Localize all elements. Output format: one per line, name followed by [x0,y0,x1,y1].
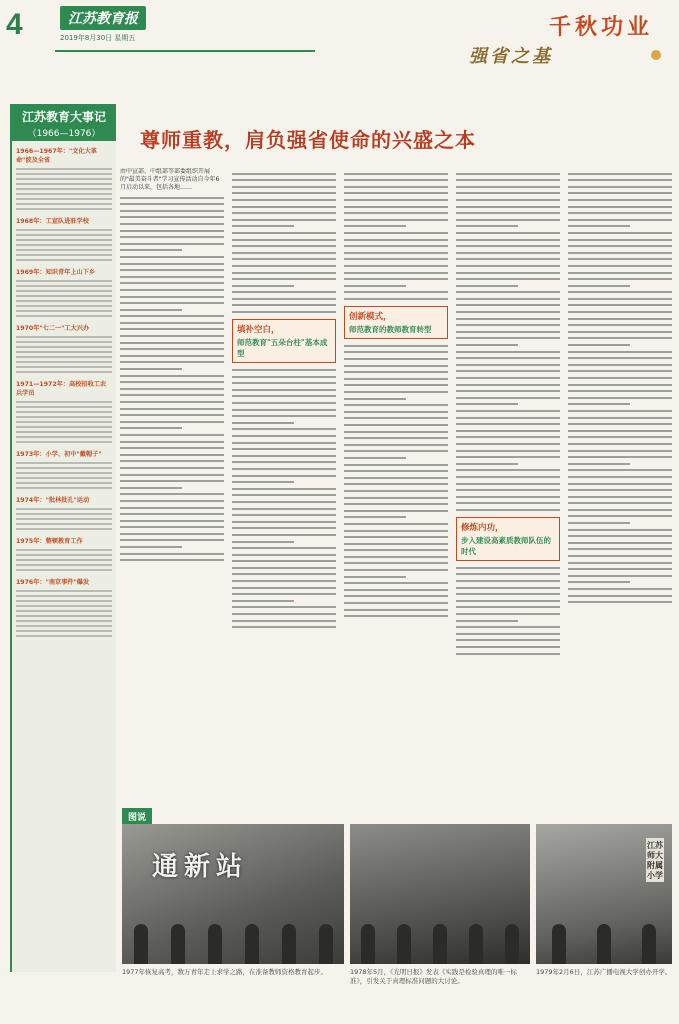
photo-section-tag: 图说 [122,808,152,825]
sidebar-entry-text [16,229,112,261]
history-sidebar [10,104,116,972]
sidebar-entry [16,537,112,571]
body-text-lines [456,567,560,655]
body-text-lines [456,173,560,511]
subhead-2-line-b: 师范教育的教师教育转型 [349,324,432,334]
sidebar-entry-heading: 1970年"七二一"工大兴办 [16,325,90,332]
page-number: 4 [6,8,23,41]
header-rule [55,50,315,52]
sidebar-entry-heading: 1969年：知识青年上山下乡 [16,269,96,276]
body-text-lines [232,173,336,313]
sidebar-entry-heading: 1975年：整顿教育工作 [16,538,83,545]
photo-group [350,824,530,964]
subhead-1 [232,319,336,363]
sidebar-entry [16,578,112,637]
sidebar-entry [16,324,112,373]
sidebar-entry [16,268,112,317]
sidebar-title-text: 江苏教育大事记 [21,110,106,124]
slogan-ornament-icon [651,50,661,60]
photo-gate-people [536,904,672,964]
sidebar-entry-heading: 1973年：小学、初中"戴帽子" [16,451,102,458]
article-column-2 [232,168,336,800]
sidebar-entry-text [16,336,112,373]
newspaper-logo: 江苏教育报 [60,6,146,30]
article-column-3 [344,168,448,800]
article-headline: 尊师重教，肩负强省使命的兴盛之本 [140,128,476,152]
masthead [60,6,310,50]
article-intro: 由中宣部、中组部等部委组织开展的"最美奋斗者"学习宣传活动自今年6月启动以来，包括各地…… [120,168,220,191]
sidebar-entry [16,147,112,210]
sidebar-title [12,104,116,141]
photo-caption-3: 1979年2月6日，江苏广播电视大学创办开学。 [536,968,672,976]
sidebar-entry-heading: 1966—1967年："文化大革命"波及全省 [16,148,97,164]
article-body [120,168,672,800]
photo-school-gate [536,824,672,964]
sidebar-entry [16,380,112,443]
sidebar-entry [16,217,112,261]
sidebar-entry [16,496,112,530]
slogan-banner [461,10,661,70]
sidebar-entry-text [16,590,112,637]
sidebar-years: （1966—1976） [27,129,101,139]
slogan-line-2: 强省之基 [469,46,553,67]
body-text-lines [232,369,336,628]
photo-strip [122,808,672,1004]
sidebar-entry-heading: 1971—1972年：高校招收工农兵学员 [16,381,107,397]
subhead-1-line-a: 填补空白， [237,325,280,336]
article-column-5 [568,168,672,800]
body-text-lines [344,173,448,300]
sidebar-entry-heading: 1968年：工宣队进驻学校 [16,218,89,225]
subhead-2-line-a: 创新模式， [349,311,392,322]
subhead-1-line-b: 师范教育"五朵台柱"基本成型 [237,338,328,359]
body-text-lines [568,173,672,604]
article-column-4 [456,168,560,800]
issue-meta: 2019年8月30日 星期五 [60,34,136,42]
body-text-lines [120,197,224,562]
sidebar-entries [12,141,116,650]
sidebar-entry [16,450,112,489]
photo-group-people [350,904,530,964]
photo-caption-2: 1978年5月，《光明日报》发表《实践是检验真理的唯一标准》，引发关于真理标准问题的大讨论。 [350,968,517,985]
photo-sign-text: 通新站 [152,852,249,882]
sidebar-entry-text [16,280,112,317]
body-text-lines [344,345,448,617]
subhead-3-line-b: 步入建设高素质教师队伍的时代 [461,535,551,556]
slogan-line-1: 千秋功业 [548,14,653,40]
sidebar-entry-heading: 1976年："南京事件"爆发 [16,579,90,586]
sidebar-entry-text [16,549,112,571]
sidebar-entry-text [16,462,112,489]
photo-caption-1: 1977年恢复高考，数万青年走上求学之路，在准备教师资格教育起步。 [122,968,328,976]
subhead-3 [456,517,560,561]
sidebar-entry-heading: 1974年："批林批孔"运动 [16,497,90,504]
photo-station [122,824,344,964]
photo-crowd [122,904,344,964]
sidebar-entry-text [16,508,112,530]
article-column-1 [120,168,224,800]
school-sign: 江苏师大附属小学 [647,840,663,880]
sidebar-entry-text [16,168,112,210]
sidebar-entry-text [16,401,112,443]
subhead-2 [344,306,448,339]
subhead-3-line-a: 修炼内功， [461,522,504,533]
